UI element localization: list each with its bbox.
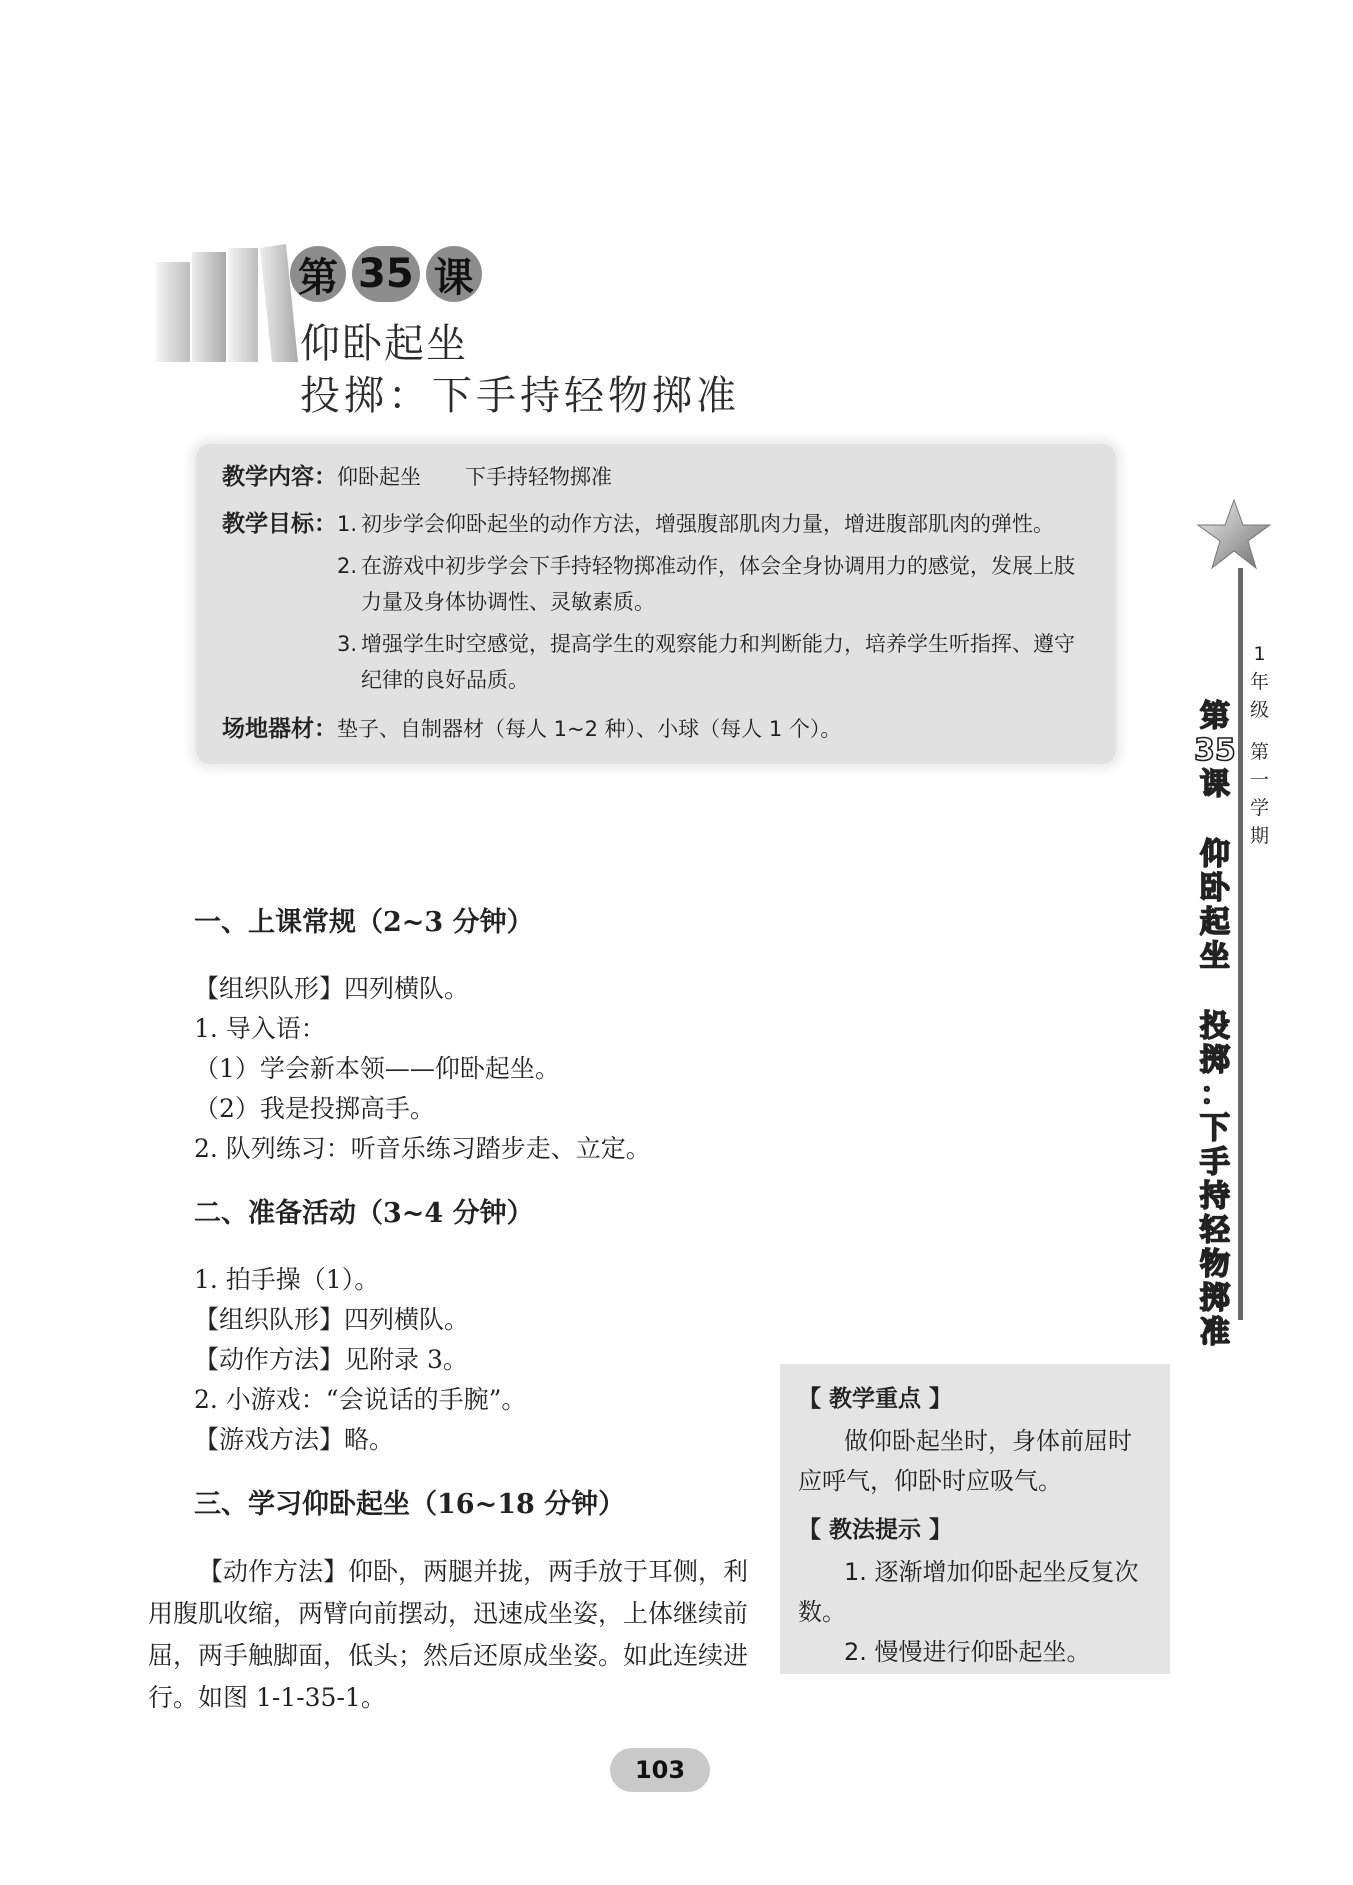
vtitle-char: 投 <box>1199 1009 1230 1044</box>
section-heading-warmup: 二、准备活动（3~4 分钟） <box>194 1198 534 1229</box>
lesson-info-box <box>196 444 1116 764</box>
subtitle-situps: 仰卧起坐 <box>300 321 468 367</box>
equipment-label: 场地器材： <box>222 716 337 742</box>
body-line: 1. 导入语： <box>194 1014 326 1043</box>
lesson-body <box>148 900 764 1719</box>
goal-text: 在游戏中初步学会下手持轻物掷准动作，体会全身协调用力的感觉，发展上肢力量及身体协调性、灵敏素质。 <box>361 554 1075 614</box>
teaching-content-label: 教学内容： <box>222 464 337 490</box>
goal-number: 2. <box>337 554 358 578</box>
vtitle-char: 卧 <box>1199 871 1230 906</box>
vtitle-char: 准 <box>1199 1315 1230 1350</box>
vtitle-char: 课 <box>1199 767 1230 802</box>
lesson-title <box>290 244 482 304</box>
vtitle-char: 轻 <box>1199 1213 1230 1248</box>
body-line: 1. 拍手操（1）。 <box>194 1265 380 1294</box>
grade-char: 年 <box>1250 671 1270 693</box>
sidebar-line <box>1238 568 1243 1320</box>
grade-char: 级 <box>1250 699 1270 721</box>
vtitle-char: 持 <box>1199 1179 1230 1214</box>
vtitle-char: 物 <box>1199 1247 1230 1282</box>
note-heading-tips: 【 教法提示 】 <box>798 1517 953 1543</box>
equipment-value: 垫子、自制器材（每人 1~2 种）、小球（每人 1 个）。 <box>337 717 842 741</box>
teaching-notes-box <box>780 1364 1170 1674</box>
body-line: 【组织队形】四列横队。 <box>194 1305 470 1334</box>
vtitle-char: 起 <box>1199 905 1230 940</box>
teaching-content-value: 下手持轻物掷准 <box>465 465 612 489</box>
star-icon <box>1196 498 1272 570</box>
subtitle-throwing: 投掷：下手持轻物掷准 <box>300 373 740 419</box>
teaching-content-row <box>222 458 1090 491</box>
goal-number: 3. <box>337 632 358 656</box>
teaching-goals-row <box>222 505 1090 704</box>
vertical-lesson-title <box>1194 700 1236 1350</box>
note-tip: 1. 逐渐增加仰卧起坐反复次数。 <box>798 1558 1139 1626</box>
term-char: 一 <box>1250 769 1270 791</box>
note-tip: 2. 慢慢进行仰卧起坐。 <box>844 1638 1091 1666</box>
vtitle-char: 掷 <box>1199 1043 1230 1078</box>
lesson-suffix: 课 <box>426 246 482 302</box>
goal-text: 增强学生时空感觉，提高学生的观察能力和判断能力，培养学生听指挥、遵守纪律的良好品质。 <box>361 632 1075 692</box>
note-key-point-text: 做仰卧起坐时，身体前屈时应呼气，仰卧时应吸气。 <box>798 1427 1132 1495</box>
goal-item <box>337 506 1090 542</box>
body-line: 【组织队形】四列横队。 <box>194 974 470 1003</box>
vtitle-char: 坐 <box>1199 939 1230 974</box>
body-paragraph: 【动作方法】仰卧，两腿并拢，两手放于耳侧，利用腹肌收缩，两臂向前摆动，迅速成坐姿，上体继续前屈，两手触脚面，低头；然后还原成坐姿。如此连续进行。如图 1-1-35-1。 <box>148 1557 749 1712</box>
grade-char: 1 <box>1253 643 1266 665</box>
lesson-number: 35 <box>352 246 420 302</box>
vtitle-char: 第 <box>1199 699 1230 734</box>
body-line: 2. 队列练习：听音乐练习踏步走、立定。 <box>194 1134 651 1163</box>
lesson-prefix: 第 <box>290 246 346 302</box>
section-heading-routine: 一、上课常规（2~3 分钟） <box>194 907 534 938</box>
term-char: 期 <box>1250 825 1270 847</box>
vtitle-char: 掷 <box>1199 1281 1230 1316</box>
term-char: 第 <box>1250 741 1270 763</box>
goal-item <box>337 626 1090 698</box>
vtitle-char: ： <box>1199 1077 1230 1112</box>
vtitle-char: 仰 <box>1199 837 1230 872</box>
body-line: 2. 小游戏：“会说话的手腕”。 <box>194 1385 527 1414</box>
books-icon <box>148 244 308 364</box>
page-number: 103 <box>610 1748 710 1792</box>
note-heading-key-point: 【 教学重点 】 <box>798 1386 953 1412</box>
body-line: 【游戏方法】略。 <box>194 1425 395 1454</box>
body-line: （2）我是投掷高手。 <box>194 1094 435 1123</box>
vtitle-char: 下 <box>1199 1111 1230 1146</box>
section-heading-situps: 三、学习仰卧起坐（16~18 分钟） <box>194 1489 626 1520</box>
teaching-goals-list <box>337 506 1090 704</box>
teaching-content-value: 仰卧起坐 <box>337 465 421 489</box>
teaching-goals-label: 教学目标： <box>222 511 337 537</box>
vtitle-char: 手 <box>1199 1145 1230 1180</box>
goal-item <box>337 548 1090 620</box>
term-char: 学 <box>1250 797 1270 819</box>
equipment-row <box>222 710 1090 743</box>
grade-term-label <box>1250 640 1269 850</box>
body-line: 【动作方法】见附录 3。 <box>194 1345 468 1374</box>
body-line: （1）学会新本领——仰卧起坐。 <box>194 1054 560 1083</box>
goal-text: 初步学会仰卧起坐的动作方法，增强腹部肌肉力量，增进腹部肌肉的弹性。 <box>361 512 1054 536</box>
vtitle-char: 35 <box>1194 733 1236 768</box>
goal-number: 1. <box>337 512 358 536</box>
